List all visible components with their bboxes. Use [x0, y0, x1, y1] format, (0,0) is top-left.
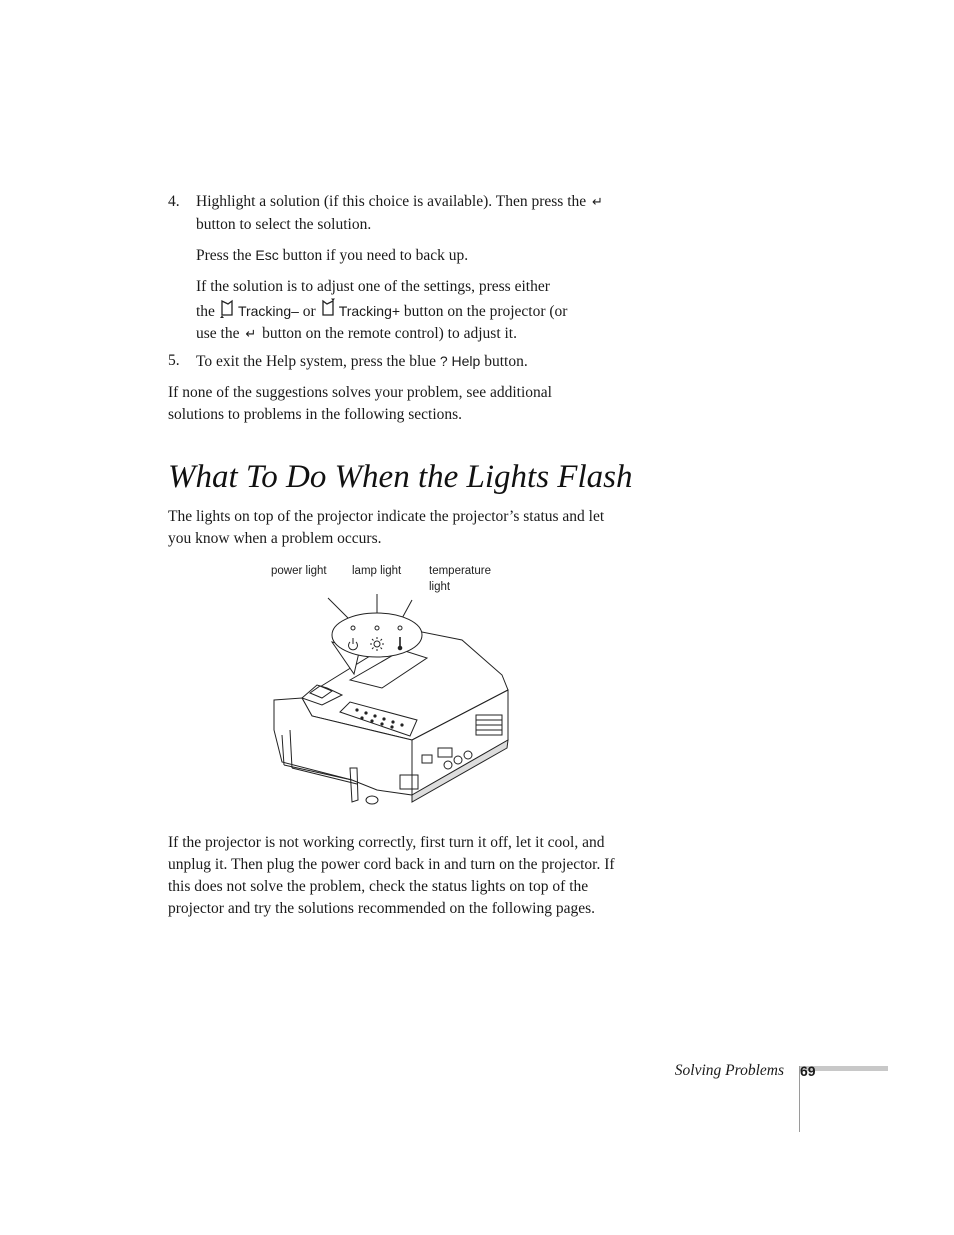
tracking-minus-label: Tracking–	[237, 303, 299, 319]
not-working-paragraph: If the projector is not working correctly, first turn it off, let it cool, and unplug it. Then plug the power cord back in and turn on the projector. If this does not solve the problem, check the status lights on top of the projector and try the solutions recommended on the following pages.	[168, 834, 615, 917]
adjust-line1: If the solution is to adjust one of the settings, press either	[196, 278, 550, 295]
enter-icon: ↵	[592, 195, 603, 210]
temperature-light-label: temperature light	[429, 565, 492, 593]
adjust-or: or	[302, 303, 316, 320]
adjust-line2-end: button on the projector (or	[403, 303, 568, 320]
step-5-text	[196, 350, 636, 373]
step-4-line2: button to select the solution.	[196, 216, 372, 233]
page-number: 69	[800, 1063, 816, 1079]
step-5-text-b: button.	[484, 353, 528, 370]
step-4-line1: Highlight a solution (if this choice is available). Then press the	[196, 193, 587, 210]
help-key-label: ? Help	[439, 353, 481, 369]
adjust-line3-b: button on the remote control) to adjust it.	[262, 325, 517, 342]
press-esc-paragraph	[196, 244, 636, 267]
adjust-line3-a: use the	[196, 325, 240, 342]
step-number: 4.	[168, 193, 180, 210]
projector-illustration	[262, 590, 522, 815]
adjust-paragraph	[196, 276, 636, 346]
power-light-label: power light	[271, 565, 327, 577]
section-heading: What To Do When the Lights Flash	[168, 452, 636, 502]
lights-intro-paragraph: The lights on top of the projector indicate the projector’s status and let you know when a problem occurs.	[168, 508, 605, 547]
press-esc-text-b: button if you need to back up.	[282, 247, 469, 264]
step-number: 5.	[168, 352, 180, 369]
footer-section-title: Solving Problems	[674, 1062, 784, 1079]
step-5-text-a: To exit the Help system, press the blue	[196, 353, 436, 370]
esc-key-label: Esc	[255, 247, 279, 263]
adjust-the: the	[196, 303, 215, 320]
tracking-plus-icon	[320, 298, 336, 320]
enter-icon: ↵	[245, 327, 257, 342]
step-4-text	[196, 191, 636, 236]
tracking-minus-icon	[219, 298, 235, 320]
tracking-plus-label: Tracking+	[338, 303, 401, 319]
lamp-light-label: lamp light	[352, 565, 402, 577]
none-solves-paragraph: If none of the suggestions solves your problem, see additional solutions to problems in the following sections.	[168, 384, 552, 423]
press-esc-text-a: Press the	[196, 247, 252, 264]
